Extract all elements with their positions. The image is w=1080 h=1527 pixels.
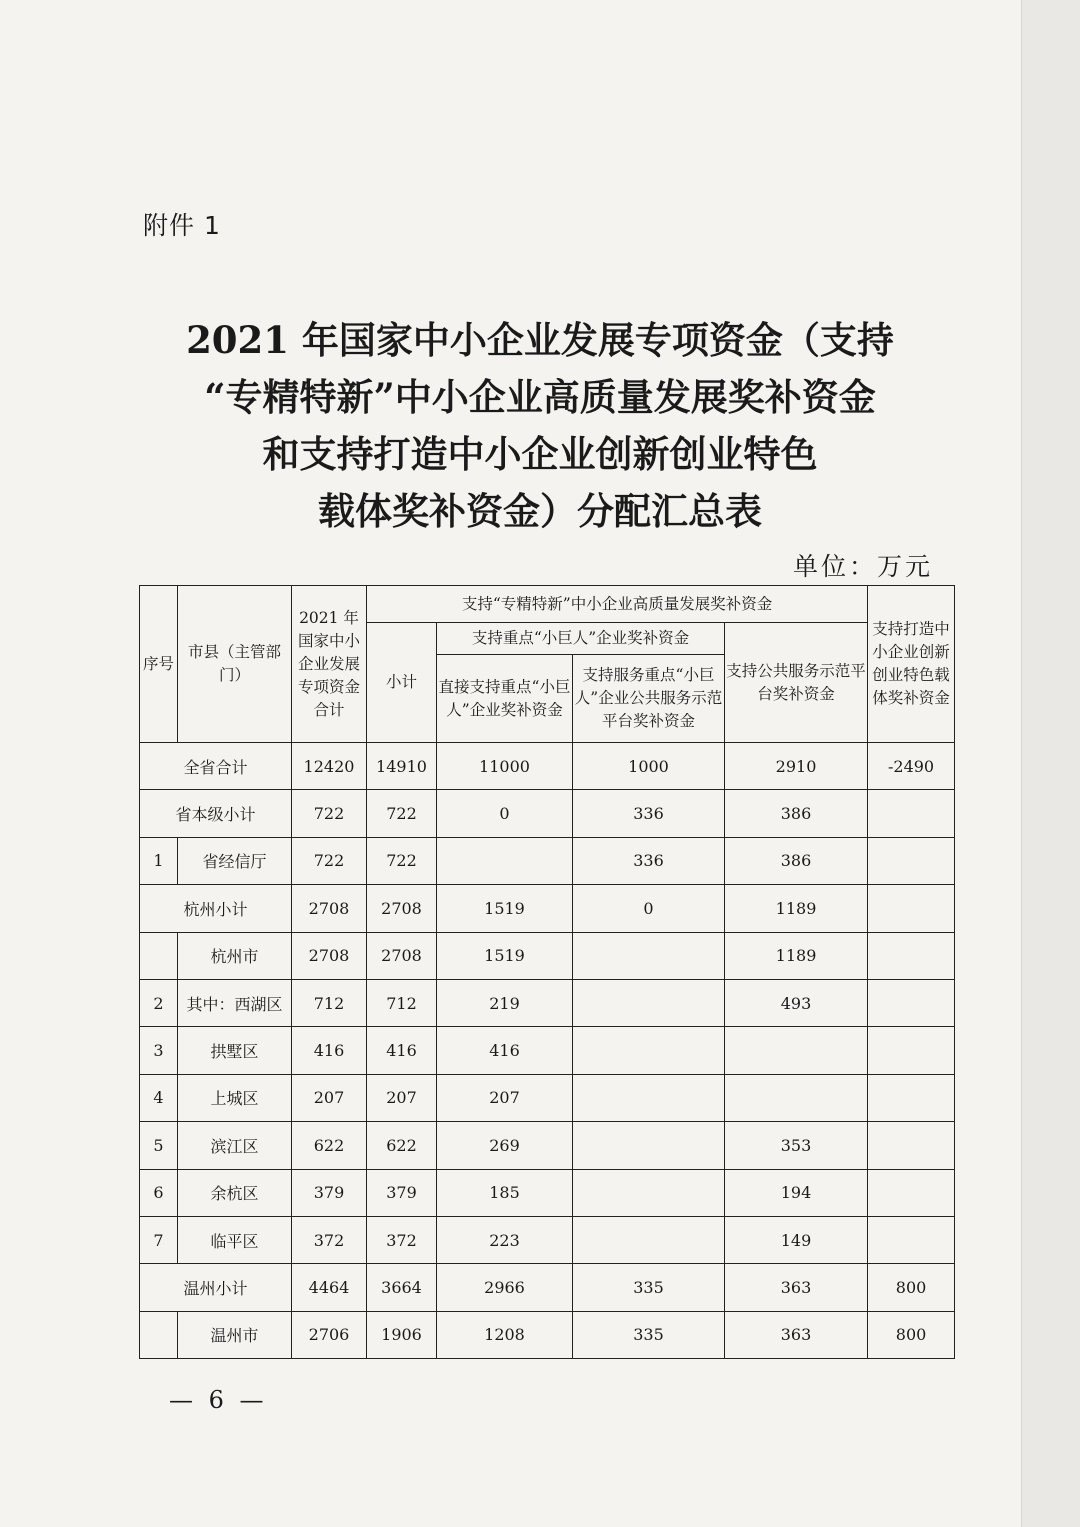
cell-service [573,979,725,1026]
row-name: 温州小计 [140,1264,292,1311]
cell-seq [140,1311,178,1358]
cell-service: 335 [573,1311,725,1358]
title-line-2: “专精特新”中小企业高质量发展奖补资金 [204,375,876,419]
cell-seq: 7 [140,1216,178,1263]
cell-direct: 219 [437,979,573,1026]
cell-direct [437,837,573,884]
row-name: 温州市 [178,1311,292,1358]
cell-total: 207 [292,1074,367,1121]
row-name: 杭州市 [178,932,292,979]
cell-seq: 2 [140,979,178,1026]
table-row [140,932,955,979]
table-row [140,1216,955,1263]
cell-carrier [868,837,955,884]
cell-direct: 269 [437,1122,573,1169]
header-city: 市县（主管部门） [178,586,292,743]
cell-total: 722 [292,790,367,837]
cell-direct: 0 [437,790,573,837]
header-zjtx-group: 支持“专精特新”中小企业高质量发展奖补资金 [367,586,868,623]
cell-platform: 363 [725,1311,868,1358]
table-row [140,790,955,837]
title-line-1: 2021 年国家中小企业发展专项资金（支持 [186,318,894,362]
row-name: 滨江区 [178,1122,292,1169]
cell-carrier [868,979,955,1026]
cell-platform: 353 [725,1122,868,1169]
cell-subtotal: 1906 [367,1311,437,1358]
row-name: 余杭区 [178,1169,292,1216]
cell-carrier: 800 [868,1311,955,1358]
cell-service: 335 [573,1264,725,1311]
row-name: 省经信厅 [178,837,292,884]
cell-total: 12420 [292,743,367,790]
cell-total: 722 [292,837,367,884]
cell-direct: 2966 [437,1264,573,1311]
header-public-platform: 支持公共服务示范平台奖补资金 [725,623,868,743]
header-xjr-group: 支持重点“小巨人”企业奖补资金 [437,623,725,655]
cell-service [573,932,725,979]
cell-subtotal: 722 [367,837,437,884]
cell-carrier [868,1169,955,1216]
cell-total: 372 [292,1216,367,1263]
table-row [140,885,955,932]
cell-platform: 1189 [725,885,868,932]
document-title [150,312,930,540]
cell-service: 0 [573,885,725,932]
row-name: 杭州小计 [140,885,292,932]
header-carrier: 支持打造中小企业创新创业特色载体奖补资金 [868,586,955,743]
table-row [140,837,955,884]
cell-platform: 386 [725,790,868,837]
header-seq: 序号 [140,586,178,743]
row-name: 全省合计 [140,743,292,790]
header-service: 支持服务重点“小巨人”企业公共服务示范平台奖补资金 [573,655,725,743]
cell-platform: 493 [725,979,868,1026]
cell-carrier [868,885,955,932]
row-name: 上城区 [178,1074,292,1121]
cell-platform: 194 [725,1169,868,1216]
cell-seq: 1 [140,837,178,884]
cell-subtotal: 622 [367,1122,437,1169]
header-direct: 直接支持重点“小巨人”企业奖补资金 [437,655,573,743]
cell-direct: 416 [437,1027,573,1074]
cell-platform: 363 [725,1264,868,1311]
cell-seq [140,932,178,979]
cell-direct: 1519 [437,885,573,932]
cell-service [573,1122,725,1169]
cell-total: 2706 [292,1311,367,1358]
cell-subtotal: 2708 [367,932,437,979]
cell-subtotal: 207 [367,1074,437,1121]
cell-direct: 185 [437,1169,573,1216]
cell-total: 622 [292,1122,367,1169]
cell-carrier [868,1122,955,1169]
cell-service: 336 [573,790,725,837]
allocation-table [139,585,955,1359]
cell-seq: 4 [140,1074,178,1121]
cell-direct: 223 [437,1216,573,1263]
cell-seq: 6 [140,1169,178,1216]
row-name: 其中：西湖区 [178,979,292,1026]
cell-seq: 3 [140,1027,178,1074]
cell-platform [725,1027,868,1074]
row-name: 临平区 [178,1216,292,1263]
row-name: 省本级小计 [140,790,292,837]
cell-total: 2708 [292,885,367,932]
cell-carrier: 800 [868,1264,955,1311]
cell-service [573,1169,725,1216]
cell-subtotal: 14910 [367,743,437,790]
cell-platform [725,1074,868,1121]
cell-carrier [868,932,955,979]
cell-service [573,1074,725,1121]
table-row [140,1122,955,1169]
cell-total: 712 [292,979,367,1026]
cell-platform: 149 [725,1216,868,1263]
table-row [140,743,955,790]
cell-subtotal: 2708 [367,885,437,932]
cell-carrier [868,1216,955,1263]
cell-platform: 2910 [725,743,868,790]
cell-direct: 1519 [437,932,573,979]
cell-service: 336 [573,837,725,884]
cell-subtotal: 379 [367,1169,437,1216]
cell-subtotal: 3664 [367,1264,437,1311]
cell-subtotal: 372 [367,1216,437,1263]
cell-platform: 1189 [725,932,868,979]
cell-carrier [868,1027,955,1074]
row-name: 拱墅区 [178,1027,292,1074]
cell-total: 4464 [292,1264,367,1311]
cell-subtotal: 416 [367,1027,437,1074]
page-edge [1021,0,1080,1527]
cell-total: 2708 [292,932,367,979]
cell-seq: 5 [140,1122,178,1169]
cell-carrier: -2490 [868,743,955,790]
table-row [140,979,955,1026]
cell-carrier [868,790,955,837]
cell-service: 1000 [573,743,725,790]
cell-total: 416 [292,1027,367,1074]
cell-direct: 1208 [437,1311,573,1358]
cell-subtotal: 722 [367,790,437,837]
table-row [140,1074,955,1121]
title-line-4: 载体奖补资金）分配汇总表 [318,489,762,533]
cell-total: 379 [292,1169,367,1216]
header-subtotal: 小计 [367,623,437,743]
page-number: — 6 — [169,1386,268,1414]
table-row [140,1169,955,1216]
title-line-3: 和支持打造中小企业创新创业特色 [262,432,818,476]
table-row [140,1027,955,1074]
unit-label: 单位：万元 [793,552,934,581]
table-row [140,1264,955,1311]
attachment-label: 附件 1 [143,211,221,240]
table-row [140,1311,955,1358]
cell-subtotal: 712 [367,979,437,1026]
header-total: 2021 年国家中小企业发展专项资金合计 [292,586,367,743]
cell-service [573,1027,725,1074]
cell-direct: 11000 [437,743,573,790]
cell-direct: 207 [437,1074,573,1121]
cell-service [573,1216,725,1263]
cell-carrier [868,1074,955,1121]
cell-platform: 386 [725,837,868,884]
